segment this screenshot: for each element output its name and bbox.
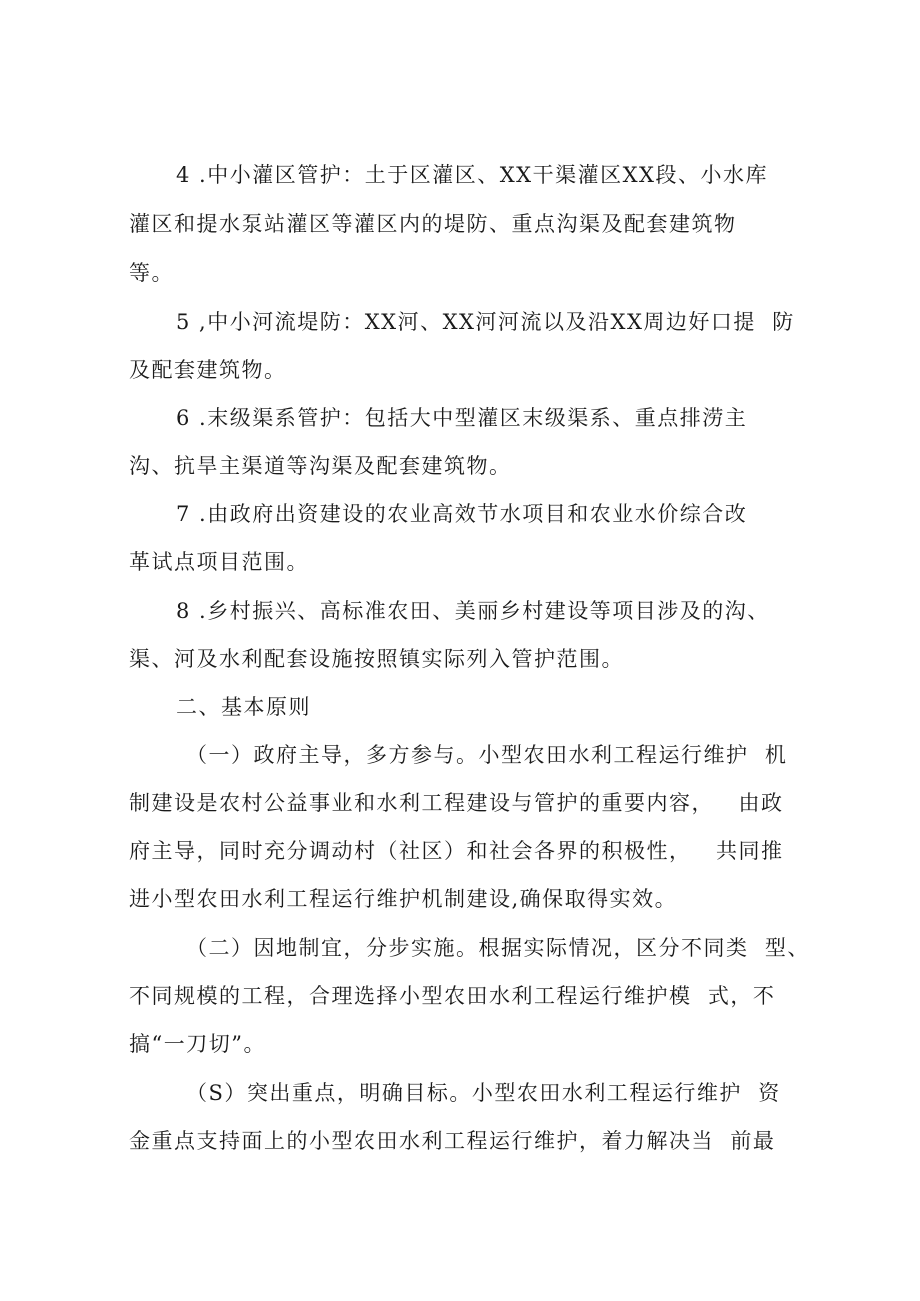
text-line: 金重点支持面上的小型农田水利工程运行维护，着力解决当 前最 bbox=[129, 1129, 776, 1153]
text-line: 8 .乡村振兴、高标准农田、美丽乡村建设等项目涉及的沟、 bbox=[176, 599, 770, 623]
text-line: 沟、抗旱主渠道等沟渠及配套建筑物。 bbox=[129, 454, 512, 478]
text-line: 及配套建筑物。 bbox=[129, 358, 287, 382]
text-line: 渠、河及水利配套设施按照镇实际列入管护范围。 bbox=[129, 647, 624, 671]
text-line: 进小型农田水利工程运行维护机制建设,确保取得实效。 bbox=[129, 887, 678, 911]
text-line: （一）政府主导，多方参与。小型农田水利工程运行维护 机 bbox=[186, 743, 788, 767]
text-line: 5 ,中小河流堤防：XX河、XX河河流以及沿XX周边好口提 防 bbox=[176, 310, 795, 334]
text-line: 4 .中小灌区管护：土于区灌区、XX干渠灌区XX段、小水库 bbox=[176, 163, 769, 187]
text-line: 革试点项目范围。 bbox=[129, 550, 309, 574]
text-line: 灌区和提水泵站灌区等灌区内的堤防、重点沟渠及配套建筑物 bbox=[129, 212, 737, 236]
text-line: 府主导，同时充分调动村（社区）和社会各界的积极性， 共同推 bbox=[129, 839, 784, 863]
text-line: （S）突出重点，明确目标。小型农田水利工程运行维护 资 bbox=[186, 1081, 781, 1105]
text-line: 搞“一刀切”。 bbox=[129, 1032, 266, 1056]
text-line: 6 .末级渠系管护：包括大中型灌区末级渠系、重点排涝主 bbox=[176, 406, 748, 430]
text-line: 等。 bbox=[129, 261, 174, 285]
section-heading: 二、基本原则 bbox=[176, 695, 311, 719]
text-line: 不同规模的工程，合理选择小型农田水利工程运行维护模 式，不 bbox=[129, 984, 776, 1008]
text-line: 制建设是农村公益事业和水利工程建设与管护的重要内容， 由政 bbox=[129, 791, 784, 815]
text-line: （二）因地制宜，分步实施。根据实际情况，区分不同类 型、 bbox=[186, 936, 810, 960]
text-line: 7 .由政府出资建设的农业高效节水项目和农业水价综合改 bbox=[176, 502, 748, 526]
